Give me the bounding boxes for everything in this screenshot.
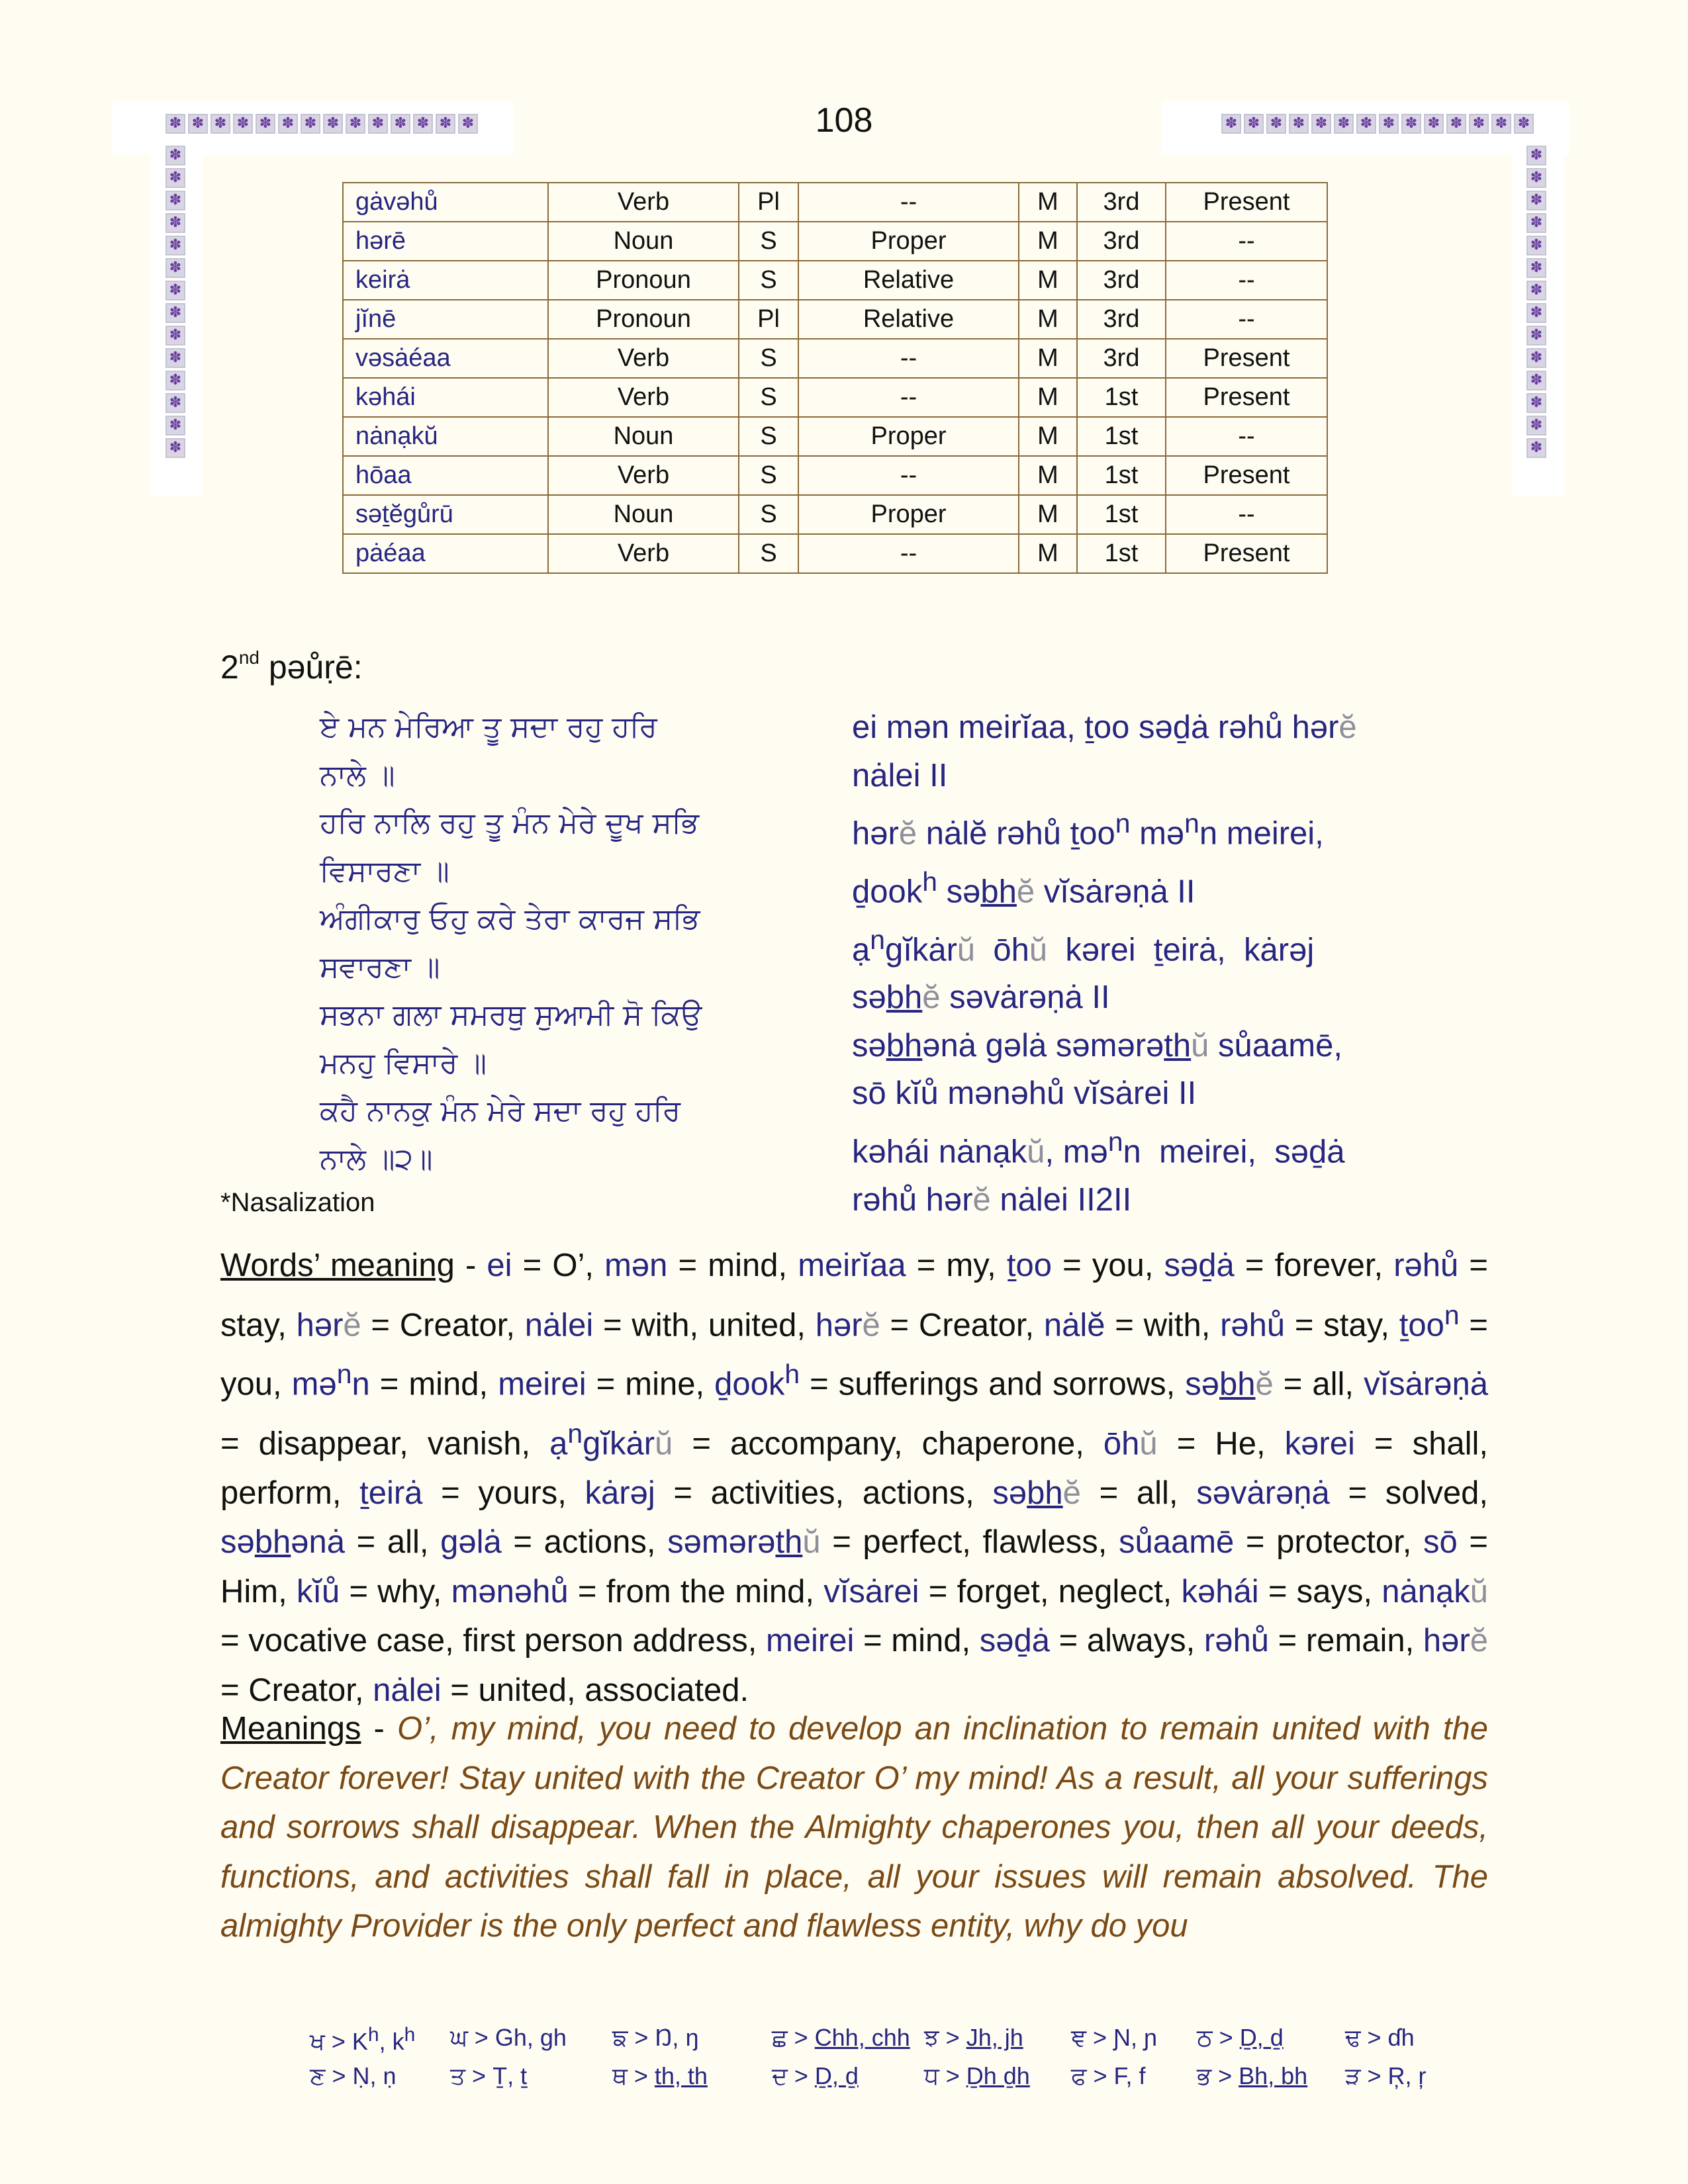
footnote: *Nasalization — [220, 1188, 375, 1217]
term: ōh — [1103, 1426, 1140, 1462]
meaning-text: = activities, actions, — [655, 1475, 993, 1511]
translit-line: səbhənȧ gəlȧ səmərəthŭ sůaamē, — [852, 1027, 1342, 1064]
term: mənəhů — [451, 1573, 569, 1610]
term: nȧnạk — [1382, 1573, 1470, 1610]
table-cell: M — [1019, 534, 1077, 573]
words-meaning-heading: Words’ meaning — [220, 1248, 455, 1283]
table-cell: S — [739, 378, 798, 417]
meaning-text: = my, — [906, 1248, 1007, 1283]
table-cell: Proper — [798, 222, 1019, 261]
meaning-text: = Creator, — [361, 1306, 525, 1343]
table-cell: S — [739, 495, 798, 534]
table-cell: Present — [1166, 339, 1327, 378]
term: bh — [1027, 1475, 1063, 1511]
flower-icon: ✽ — [1266, 114, 1286, 134]
flower-icon: ✽ — [323, 114, 343, 134]
term: nȧlei — [373, 1672, 442, 1708]
table-cell: səṯĕgůrū — [343, 495, 548, 534]
table-row — [343, 183, 1327, 222]
table-cell: M — [1019, 339, 1077, 378]
term: kəhái — [1181, 1573, 1259, 1610]
translit-line: ei mən meirĭaa, ṯoo səḏȧ rəhů hərĕ — [852, 709, 1357, 745]
flower-icon: ✽ — [1491, 114, 1511, 134]
meanings-heading: Meanings — [220, 1711, 361, 1747]
table-cell: 3rd — [1077, 339, 1166, 378]
table-cell: 1st — [1077, 378, 1166, 417]
table-cell: Present — [1166, 183, 1327, 222]
meaning-text: = mind, — [854, 1623, 980, 1659]
table-cell: M — [1019, 183, 1077, 222]
flower-icon: ✽ — [1526, 348, 1546, 368]
flower-icon: ✽ — [165, 258, 185, 278]
term: gəlȧ — [440, 1524, 502, 1561]
flower-icon: ✽ — [1244, 114, 1264, 134]
flower-icon: ✽ — [165, 438, 185, 458]
meaning-text: = with, united, — [593, 1306, 816, 1343]
meaning-text: = mind, — [667, 1248, 798, 1283]
table-cell: hōaa — [343, 456, 548, 495]
table-cell: 1st — [1077, 456, 1166, 495]
flower-icon: ✽ — [436, 114, 455, 134]
table-cell: -- — [798, 183, 1019, 222]
meaning-text: = with, — [1105, 1306, 1221, 1343]
legend-item: ਞ > Ɲ, ɲ — [1071, 2024, 1158, 2051]
term: nȧlei — [524, 1306, 594, 1343]
legend-row — [0, 2062, 1688, 2095]
table-cell: 1st — [1077, 495, 1166, 534]
table-cell: Proper — [798, 495, 1019, 534]
meaning-text: = stay, — [1285, 1306, 1399, 1343]
flower-icon: ✽ — [1526, 146, 1546, 165]
stanza-heading: 2nd pəůṛē: — [220, 647, 363, 686]
flower-icon: ✽ — [1334, 114, 1354, 134]
table-row — [343, 339, 1327, 378]
term: ŭ — [1139, 1426, 1158, 1462]
table-cell: Verb — [548, 183, 739, 222]
table-cell: S — [739, 534, 798, 573]
grammar-table — [342, 182, 1328, 574]
flower-icon: ✽ — [165, 213, 185, 233]
table-cell: M — [1019, 456, 1077, 495]
table-cell: Present — [1166, 534, 1327, 573]
table-cell: M — [1019, 378, 1077, 417]
gurmukhi-line: ਕਹੈ ਨਾਨਕੁ ਮੰਨ ਮੇਰੇ ਸਦਾ ਰਹੁ ਹਰਿ — [320, 1094, 680, 1128]
table-cell: Noun — [548, 222, 739, 261]
flower-icon: ✽ — [1514, 114, 1534, 134]
legend-item: ੜ > Ŗ, ŗ — [1345, 2062, 1427, 2089]
term: h — [784, 1359, 800, 1390]
table-cell: gȧvəhů — [343, 183, 548, 222]
term: hər — [815, 1306, 863, 1343]
term: meirei — [498, 1366, 586, 1402]
meaning-text: = you, — [220, 1306, 1488, 1402]
term: ĕ — [1255, 1366, 1274, 1402]
term: ĕ — [343, 1306, 361, 1343]
term: n — [352, 1366, 370, 1402]
meaning-text: = forget, neglect, — [919, 1573, 1182, 1610]
flower-icon: ✽ — [1379, 114, 1399, 134]
flower-icon: ✽ — [301, 114, 320, 134]
term: kȧrəj — [585, 1475, 655, 1511]
table-cell: Verb — [548, 378, 739, 417]
flower-icon: ✽ — [165, 371, 185, 390]
meaning-text: = He, — [1157, 1426, 1285, 1462]
flower-icon: ✽ — [233, 114, 253, 134]
flower-icon: ✽ — [1311, 114, 1331, 134]
meaning-text: = perfect, flawless, — [820, 1524, 1119, 1561]
meaning-text: = Him, — [220, 1524, 1488, 1610]
term: nȧlĕ — [1043, 1306, 1105, 1343]
flower-icon: ✽ — [1526, 303, 1546, 323]
table-cell: Proper — [798, 417, 1019, 456]
meaning-text: = you, — [1051, 1248, 1164, 1283]
table-cell: vəsȧéaa — [343, 339, 548, 378]
gurmukhi-line: ਅੰਗੀਕਾਰੁ ਓਹੁ ਕਰੇ ਤੇਰਾ ਕਾਰਜ ਸਭਿ — [320, 902, 700, 936]
flower-icon: ✽ — [1526, 213, 1546, 233]
table-cell: Pl — [739, 183, 798, 222]
flower-icon: ✽ — [1526, 236, 1546, 255]
flower-icon: ✽ — [165, 114, 185, 134]
meaning-text: = why, — [340, 1573, 451, 1610]
term: ĕ — [862, 1306, 880, 1343]
term: ŭ — [655, 1426, 673, 1462]
term: hər — [1423, 1623, 1470, 1659]
table-cell: Noun — [548, 417, 739, 456]
flower-icon: ✽ — [1401, 114, 1421, 134]
flower-icon: ✽ — [1526, 438, 1546, 458]
legend-item: ਖ > $K^h$, $k^h$ — [310, 2024, 416, 2055]
term: səḏȧ — [1164, 1248, 1235, 1283]
term: ṯeirȧ — [359, 1475, 423, 1511]
term: sō — [1423, 1524, 1458, 1561]
term: mən — [604, 1248, 668, 1283]
table-cell: 3rd — [1077, 300, 1166, 339]
table-cell: -- — [798, 534, 1019, 573]
table-cell: S — [739, 456, 798, 495]
transliteration-verse — [852, 704, 1434, 1224]
table-cell: 1st — [1077, 534, 1166, 573]
table-cell: pȧéaa — [343, 534, 548, 573]
table-cell: -- — [1166, 300, 1327, 339]
flower-icon: ✽ — [188, 114, 208, 134]
term: ĕ — [1470, 1623, 1488, 1659]
meaning-text: = yours, — [422, 1475, 585, 1511]
term: ei — [487, 1248, 512, 1283]
table-row — [343, 261, 1327, 300]
table-cell: M — [1019, 222, 1077, 261]
flower-icon: ✽ — [165, 326, 185, 345]
term: ḏook — [714, 1366, 785, 1402]
table-cell: nȧnạkŭ — [343, 417, 548, 456]
table-cell: 1st — [1077, 417, 1166, 456]
table-cell: M — [1019, 417, 1077, 456]
term: səvȧrəṇȧ — [1196, 1475, 1330, 1511]
translit-line: kəhái nȧnạkŭ, mə$^n$n meirei, səḏȧ — [852, 1126, 1345, 1170]
meaning-text: = shall, perform, — [220, 1426, 1488, 1511]
term: ənȧ — [291, 1524, 346, 1561]
table-cell: 3rd — [1077, 261, 1166, 300]
table-cell: Pronoun — [548, 261, 739, 300]
gurmukhi-line: ਏ ਮਨ ਮੇਰਿਆ ਤੂ ਸਦਾ ਰਹੁ ਹਰਿ — [320, 710, 657, 744]
table-row — [343, 456, 1327, 495]
table-cell: -- — [1166, 261, 1327, 300]
flower-icon: ✽ — [165, 168, 185, 188]
term: meirĭaa — [798, 1248, 906, 1283]
table-cell: Pronoun — [548, 300, 739, 339]
term: sə — [220, 1524, 255, 1561]
flower-icon: ✽ — [1356, 114, 1376, 134]
table-cell: 3rd — [1077, 183, 1166, 222]
flower-icon: ✽ — [1469, 114, 1489, 134]
legend-item: ਘ > Gh, gh — [450, 2024, 567, 2051]
meaning-text: = from the mind, — [568, 1573, 824, 1610]
flower-icon: ✽ — [346, 114, 365, 134]
meaning-text: = all, — [1273, 1366, 1364, 1402]
term: meirei — [765, 1623, 855, 1659]
meanings-text: O’, my mind, you need to develop an inclination to remain united with the Creator forever! Stay united with the Creator O’ my mind! As a result, all your sufferings and sorrows shall disappear. When the Almighty chaperones you, then all your deeds, functions, and activities shall fall in place, all your issues will remain absolved. The almighty Provider is the only perfect and flawless entity, why do you — [220, 1711, 1488, 1944]
table-cell: M — [1019, 300, 1077, 339]
flower-icon: ✽ — [1221, 114, 1241, 134]
term: səḏȧ — [979, 1623, 1050, 1659]
meaning-text: - — [454, 1248, 487, 1283]
table-cell: 3rd — [1077, 222, 1166, 261]
table-cell: Noun — [548, 495, 739, 534]
gurmukhi-line: ਸਭਨਾ ਗਲਾ ਸਮਰਥੁ ਸੁਆਮੀ ਸੋ ਕਿਉ — [320, 998, 702, 1032]
term: hər — [296, 1306, 344, 1343]
table-cell: S — [739, 417, 798, 456]
meaning-text: = sufferings and sorrows, — [800, 1366, 1186, 1402]
table-row — [343, 495, 1327, 534]
legend-item: ਣ > Ṇ, ṇ — [310, 2062, 397, 2089]
flower-border-left — [165, 146, 185, 458]
meaning-text: = forever, — [1234, 1248, 1394, 1283]
translit-line: səbhĕ səvȧrəṇȧ II — [852, 979, 1110, 1016]
meaning-text: = stay, — [220, 1248, 1488, 1343]
term: th — [775, 1524, 803, 1561]
meaning-text: = Creator, — [220, 1672, 373, 1708]
meaning-text: = says, — [1258, 1573, 1382, 1610]
flower-icon: ✽ — [256, 114, 275, 134]
table-cell: Pl — [739, 300, 798, 339]
term: mə — [291, 1366, 337, 1402]
term: gĭkȧr — [583, 1426, 655, 1462]
flower-icon: ✽ — [413, 114, 433, 134]
gurmukhi-line: ਹਰਿ ਨਾਲਿ ਰਹੁ ਤੂ ਮੰਨ ਮੇਰੇ ਦੂਖ ਸਭਿ — [320, 806, 699, 840]
table-row — [343, 300, 1327, 339]
flower-icon: ✽ — [165, 303, 185, 323]
gurmukhi-line: ਮਨਹੁ ਵਿਸਾਰੇ ॥ — [320, 1046, 487, 1080]
table-cell: Verb — [548, 534, 739, 573]
term: sə — [1185, 1366, 1219, 1402]
flower-icon: ✽ — [1526, 191, 1546, 210]
table-cell: hərē — [343, 222, 548, 261]
term: sə — [992, 1475, 1027, 1511]
flower-icon: ✽ — [1526, 326, 1546, 345]
flower-icon: ✽ — [458, 114, 478, 134]
term: kĭů — [296, 1573, 340, 1610]
term: ṯoo — [1399, 1306, 1444, 1343]
term: n — [567, 1418, 583, 1449]
table-cell: Relative — [798, 261, 1019, 300]
legend-item: ਭ > Bh, bh — [1197, 2062, 1308, 2089]
meaning-text: = disappear, vanish, — [220, 1426, 550, 1462]
meaning-text: = mind, — [369, 1366, 498, 1402]
legend-item: ਢ > ɗh — [1345, 2024, 1415, 2051]
translit-line: hərĕ nȧlĕ rəhů ṯoo$^n$ mə$^n$n meirei, — [852, 808, 1324, 852]
meaning-text: = Creator, — [880, 1306, 1044, 1343]
table-cell: -- — [1166, 222, 1327, 261]
flower-icon: ✽ — [1526, 258, 1546, 278]
meaning-text: = always, — [1050, 1623, 1204, 1659]
table-cell: Verb — [548, 339, 739, 378]
flower-icon: ✽ — [165, 416, 185, 435]
term: vĭsȧrei — [823, 1573, 919, 1610]
meaning-text: = accompany, chaperone, — [673, 1426, 1103, 1462]
term: ŭ — [802, 1524, 821, 1561]
words-meaning-paragraph — [220, 1241, 1488, 1715]
flower-icon: ✽ — [1526, 281, 1546, 300]
flower-icon: ✽ — [1526, 168, 1546, 188]
table-cell: M — [1019, 495, 1077, 534]
term: bh — [1219, 1366, 1256, 1402]
legend-item: ਦ > Ḏ, ḏ — [772, 2062, 859, 2089]
table-cell: -- — [798, 378, 1019, 417]
term: kərei — [1284, 1426, 1355, 1462]
gurmukhi-line: ਨਾਲੇ ॥ — [320, 758, 395, 792]
legend-item: ਠ > Ḏ, ḏ — [1197, 2024, 1284, 2051]
flower-icon: ✽ — [1526, 371, 1546, 390]
flower-border-right — [1526, 146, 1546, 458]
flower-border-top-left — [165, 114, 478, 134]
gurmukhi-line: ਨਾਲੇ ॥੨॥ — [320, 1142, 433, 1176]
table-cell: keirȧ — [343, 261, 548, 300]
meaning-text: = all, — [1080, 1475, 1197, 1511]
flower-icon: ✽ — [165, 146, 185, 165]
flower-icon: ✽ — [165, 191, 185, 210]
meaning-text: = protector, — [1234, 1524, 1423, 1561]
table-cell: -- — [798, 339, 1019, 378]
flower-icon: ✽ — [165, 348, 185, 368]
flower-icon: ✽ — [278, 114, 298, 134]
table-cell: -- — [798, 456, 1019, 495]
table-cell: S — [739, 222, 798, 261]
table-cell: Present — [1166, 378, 1327, 417]
table-cell: -- — [1166, 417, 1327, 456]
table-row — [343, 417, 1327, 456]
table-cell: -- — [1166, 495, 1327, 534]
table-cell: kəhái — [343, 378, 548, 417]
translit-line: sō kĭů mənəhů vĭsȧrei II — [852, 1075, 1197, 1112]
table-cell: Present — [1166, 456, 1327, 495]
table-cell: jĭnē — [343, 300, 548, 339]
legend-item: ਛ > Chh, chh — [772, 2024, 910, 2051]
translit-line: rəhů hərĕ nȧlei II2II — [852, 1181, 1132, 1218]
flower-icon: ✽ — [1424, 114, 1444, 134]
table-cell: Relative — [798, 300, 1019, 339]
legend-item: ਧ > Ḏh ḏh — [924, 2062, 1030, 2089]
translit-line: ạ$^n$gĭkȧrŭ ōhŭ kərei ṯeirȧ, kȧrəj — [852, 924, 1315, 968]
flower-icon: ✽ — [1446, 114, 1466, 134]
term: ạ — [549, 1426, 568, 1462]
translit-line: nȧlei II — [852, 757, 948, 794]
flower-icon: ✽ — [165, 281, 185, 300]
table-cell: M — [1019, 261, 1077, 300]
table-row — [343, 534, 1327, 573]
term: rəhů — [1203, 1623, 1269, 1659]
meaning-text: = O’, — [512, 1248, 605, 1283]
gurmukhi-line: ਵਿਸਾਰਣਾ ॥ — [320, 854, 449, 888]
legend-item: ਙ > Ŋ, ŋ — [612, 2024, 699, 2051]
flower-icon: ✽ — [391, 114, 410, 134]
flower-icon: ✽ — [1526, 393, 1546, 413]
table-row — [343, 378, 1327, 417]
meanings-paragraph: Meanings - O’, my mind, you need to develop an inclination to remain united with the Creator forever! Stay united with the Creator O’ my mind! As a result, all your sufferings and sorrows shall disappear. When the Almighty chaperones you, then all your deeds, functions, and activities shall fall in place, all your issues will remain absolved. The almighty Provider is the only perfect and flawless entity, why do you — [220, 1711, 1488, 1944]
legend-item: ਤ > Ṯ, ṯ — [450, 2062, 528, 2089]
table-cell: S — [739, 261, 798, 300]
term: n — [1444, 1299, 1460, 1330]
legend-item: ਝ > Jh, jh — [924, 2024, 1023, 2051]
flower-border-top-right — [1221, 114, 1534, 134]
table-cell: Verb — [548, 456, 739, 495]
translit-line: ḏook$^h$ səbhĕ vĭsȧrəṇȧ II — [852, 866, 1196, 910]
meaning-text: = solved, — [1329, 1475, 1488, 1511]
table-cell: S — [739, 339, 798, 378]
legend-item: ਥ > th, th — [612, 2062, 708, 2089]
term: rəhů — [1393, 1248, 1459, 1283]
term: səmərə — [667, 1524, 776, 1561]
gurmukhi-line: ਸਵਾਰਣਾ ॥ — [320, 950, 440, 984]
flower-icon: ✽ — [1526, 416, 1546, 435]
legend-item: ਫ > F, f — [1071, 2062, 1146, 2089]
flower-icon: ✽ — [165, 393, 185, 413]
term: sůaamē — [1118, 1524, 1235, 1561]
term: vĭsȧrəṇȧ — [1364, 1366, 1488, 1402]
meaning-text: = mine, — [586, 1366, 715, 1402]
term: ŭ — [1470, 1573, 1488, 1610]
term: bh — [254, 1524, 291, 1561]
term: n — [336, 1359, 352, 1390]
gurmukhi-verse — [320, 704, 730, 1183]
meaning-text: = remain, — [1268, 1623, 1423, 1659]
table-row — [343, 222, 1327, 261]
flower-icon: ✽ — [165, 236, 185, 255]
meaning-text: = all, — [345, 1524, 441, 1561]
meaning-text: = vocative case, first person address, — [220, 1623, 766, 1659]
term: ĕ — [1062, 1475, 1081, 1511]
flower-icon: ✽ — [368, 114, 388, 134]
page-number: 108 — [815, 101, 873, 140]
term: rəhů — [1220, 1306, 1286, 1343]
meaning-text: = united, associated. — [441, 1672, 749, 1708]
meaning-text: = actions, — [501, 1524, 668, 1561]
flower-icon: ✽ — [1289, 114, 1309, 134]
flower-icon: ✽ — [211, 114, 230, 134]
legend-row — [0, 2024, 1688, 2057]
term: ṯoo — [1006, 1248, 1052, 1283]
